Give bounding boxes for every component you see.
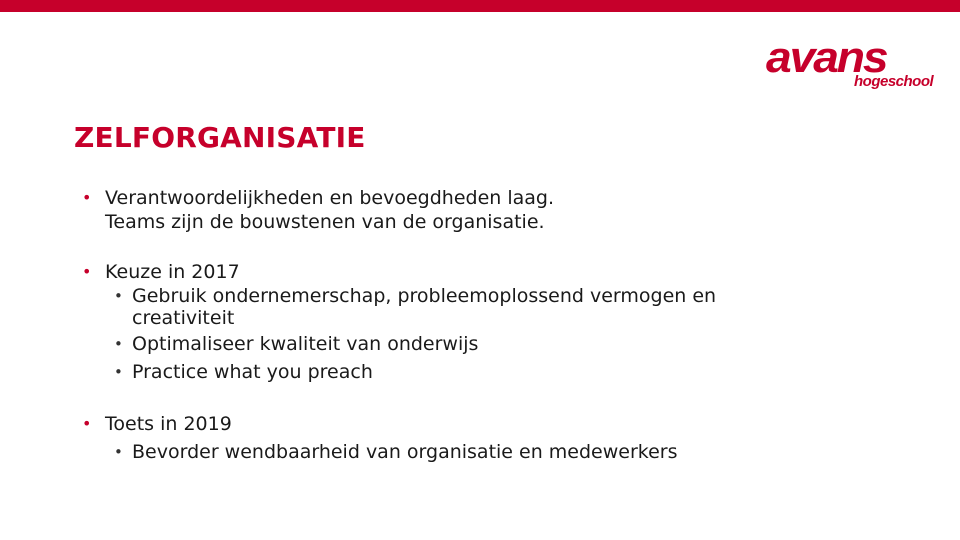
slide-title: ZELFORGANISATIE [74, 121, 366, 154]
sub-bullet-dot: • [114, 363, 123, 381]
bullet-text: Keuze in 2017 [105, 261, 240, 283]
bullet-item-2 [80, 260, 900, 384]
bullet-dot: • [82, 262, 92, 281]
bullet-item-1 [80, 186, 900, 234]
sub-bullet-text: Practice what you preach [132, 361, 373, 383]
bullet-item-3 [80, 412, 900, 464]
bullet-dot: • [82, 188, 92, 207]
sub-bullet-item [105, 284, 900, 328]
slide-content [80, 186, 900, 464]
logo-wordmark: avans [766, 33, 887, 82]
sub-bullet-item [105, 332, 900, 356]
avans-logo [766, 33, 936, 94]
sub-bullet-text: Optimaliseer kwaliteit van onderwijs [132, 333, 479, 355]
bullet-dot: • [82, 414, 92, 433]
logo-subtitle: hogeschool [854, 73, 934, 90]
top-accent-bar [0, 0, 960, 12]
sub-bullet-text: creativiteit [132, 307, 235, 329]
bullet-text: Teams zijn de bouwstenen van de organisatie. [105, 211, 545, 233]
bullet-text: Verantwoordelijkheden en bevoegdheden laag. [105, 187, 555, 209]
bullet-text: Toets in 2019 [105, 413, 232, 435]
sub-bullet-text: Gebruik ondernemerschap, probleemoplossend vermogen en [132, 285, 717, 307]
sub-bullet-item [105, 440, 900, 464]
sub-bullet-item [105, 360, 900, 384]
sub-bullet-dot: • [114, 443, 123, 461]
sub-bullet-text: Bevorder wendbaarheid van organisatie en medewerkers [132, 441, 678, 463]
sub-bullet-dot: • [114, 287, 123, 305]
sub-bullet-dot: • [114, 335, 123, 353]
